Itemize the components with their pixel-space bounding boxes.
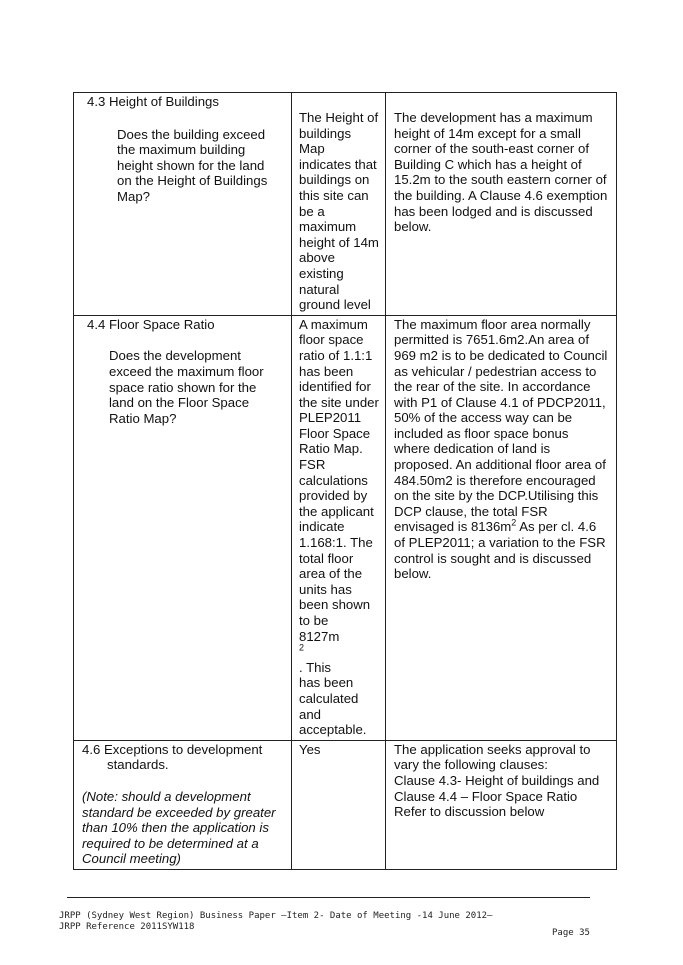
footer-line-1: JRPP (Sydney West Region) Business Paper –Item 2- Date of Meeting -14 June 2012– bbox=[59, 911, 493, 921]
clause-cell bbox=[74, 315, 292, 740]
clause-cell bbox=[74, 93, 292, 316]
comment-text: The application seeks approval to vary the following clauses: Clause 4.3- Height of buildings and Clause 4.4 – Floor Space Ratio Refer to discussion below bbox=[394, 741, 600, 820]
table-row bbox=[74, 315, 617, 740]
control-text: A maximum floor space ratio of 1.1:1 has been identified for the site under PLEP2011 Floor Space Ratio Map. FSR calculations provided by the applicant indicate 1.168:1. The total floor area of the units has been shown to be 8127m $^2$ . This has been calculated and acceptable. bbox=[299, 316, 379, 738]
clause-title: 4.4 Floor Space Ratio bbox=[87, 316, 215, 332]
clause-question: Does the development exceed the maximum floor space ratio shown for the land on the Floor Space Ratio Map? bbox=[109, 348, 264, 426]
clause-cell bbox=[74, 740, 292, 869]
clause-title: 4.6 Exceptions to development bbox=[82, 741, 263, 757]
clause-note: (Note: should a development standard be exceeded by greater than 10% then the application is required to be determined at a Council meeting) bbox=[82, 788, 276, 867]
control-text: Yes bbox=[299, 741, 321, 757]
footer-divider bbox=[67, 897, 590, 898]
clause-title: 4.3 Height of Buildings bbox=[87, 94, 219, 109]
table-row bbox=[74, 93, 617, 316]
control-cell bbox=[292, 93, 386, 316]
comment-cell bbox=[386, 315, 617, 740]
comment-text: The development has a maximum height of 14m except for a small corner of the south-east corner of Building C which has a height of 15.2m to the south eastern corner of the building. A Clause 4.6 exemption has been lodged and is discussed below. bbox=[394, 110, 608, 235]
comment-cell bbox=[386, 93, 617, 316]
table-row bbox=[74, 740, 617, 869]
clause-title-cont: standards. bbox=[107, 757, 169, 773]
control-text: The Height of buildings Map indicates that buildings on this site can be a maximum height of 14m above existing natural ground level bbox=[299, 110, 379, 313]
page-number: Page 35 bbox=[552, 928, 590, 938]
control-cell bbox=[292, 315, 386, 740]
compliance-table bbox=[73, 92, 617, 870]
footer-text bbox=[59, 911, 492, 933]
comment-cell bbox=[386, 740, 617, 869]
clause-question: Does the building exceed the maximum building height shown for the land on the Height of Buildings Map? bbox=[117, 126, 268, 204]
footer-line-2: JRPP Reference 2011SYW118 bbox=[59, 922, 195, 932]
comment-text: The maximum floor area normally permitted is 7651.6m2.An area of 969 m2 is to be dedicated to Council as vehicular / pedestrian access to the rear of the site. In accordance with P1 of Clause 4.1 of PDCP2011, 50% of the access way can be included as floor space bonus where dedication of land is proposed. An additional floor area of 484.50m2 is therefore encouraged on the site by the DCP.Utilising this DCP clause, the total FSR envisaged is $8136m^2$ As per cl. 4.6 of PLEP2011; a variation to the FSR control is sought and is discussed below. bbox=[394, 316, 608, 582]
control-cell bbox=[292, 740, 386, 869]
